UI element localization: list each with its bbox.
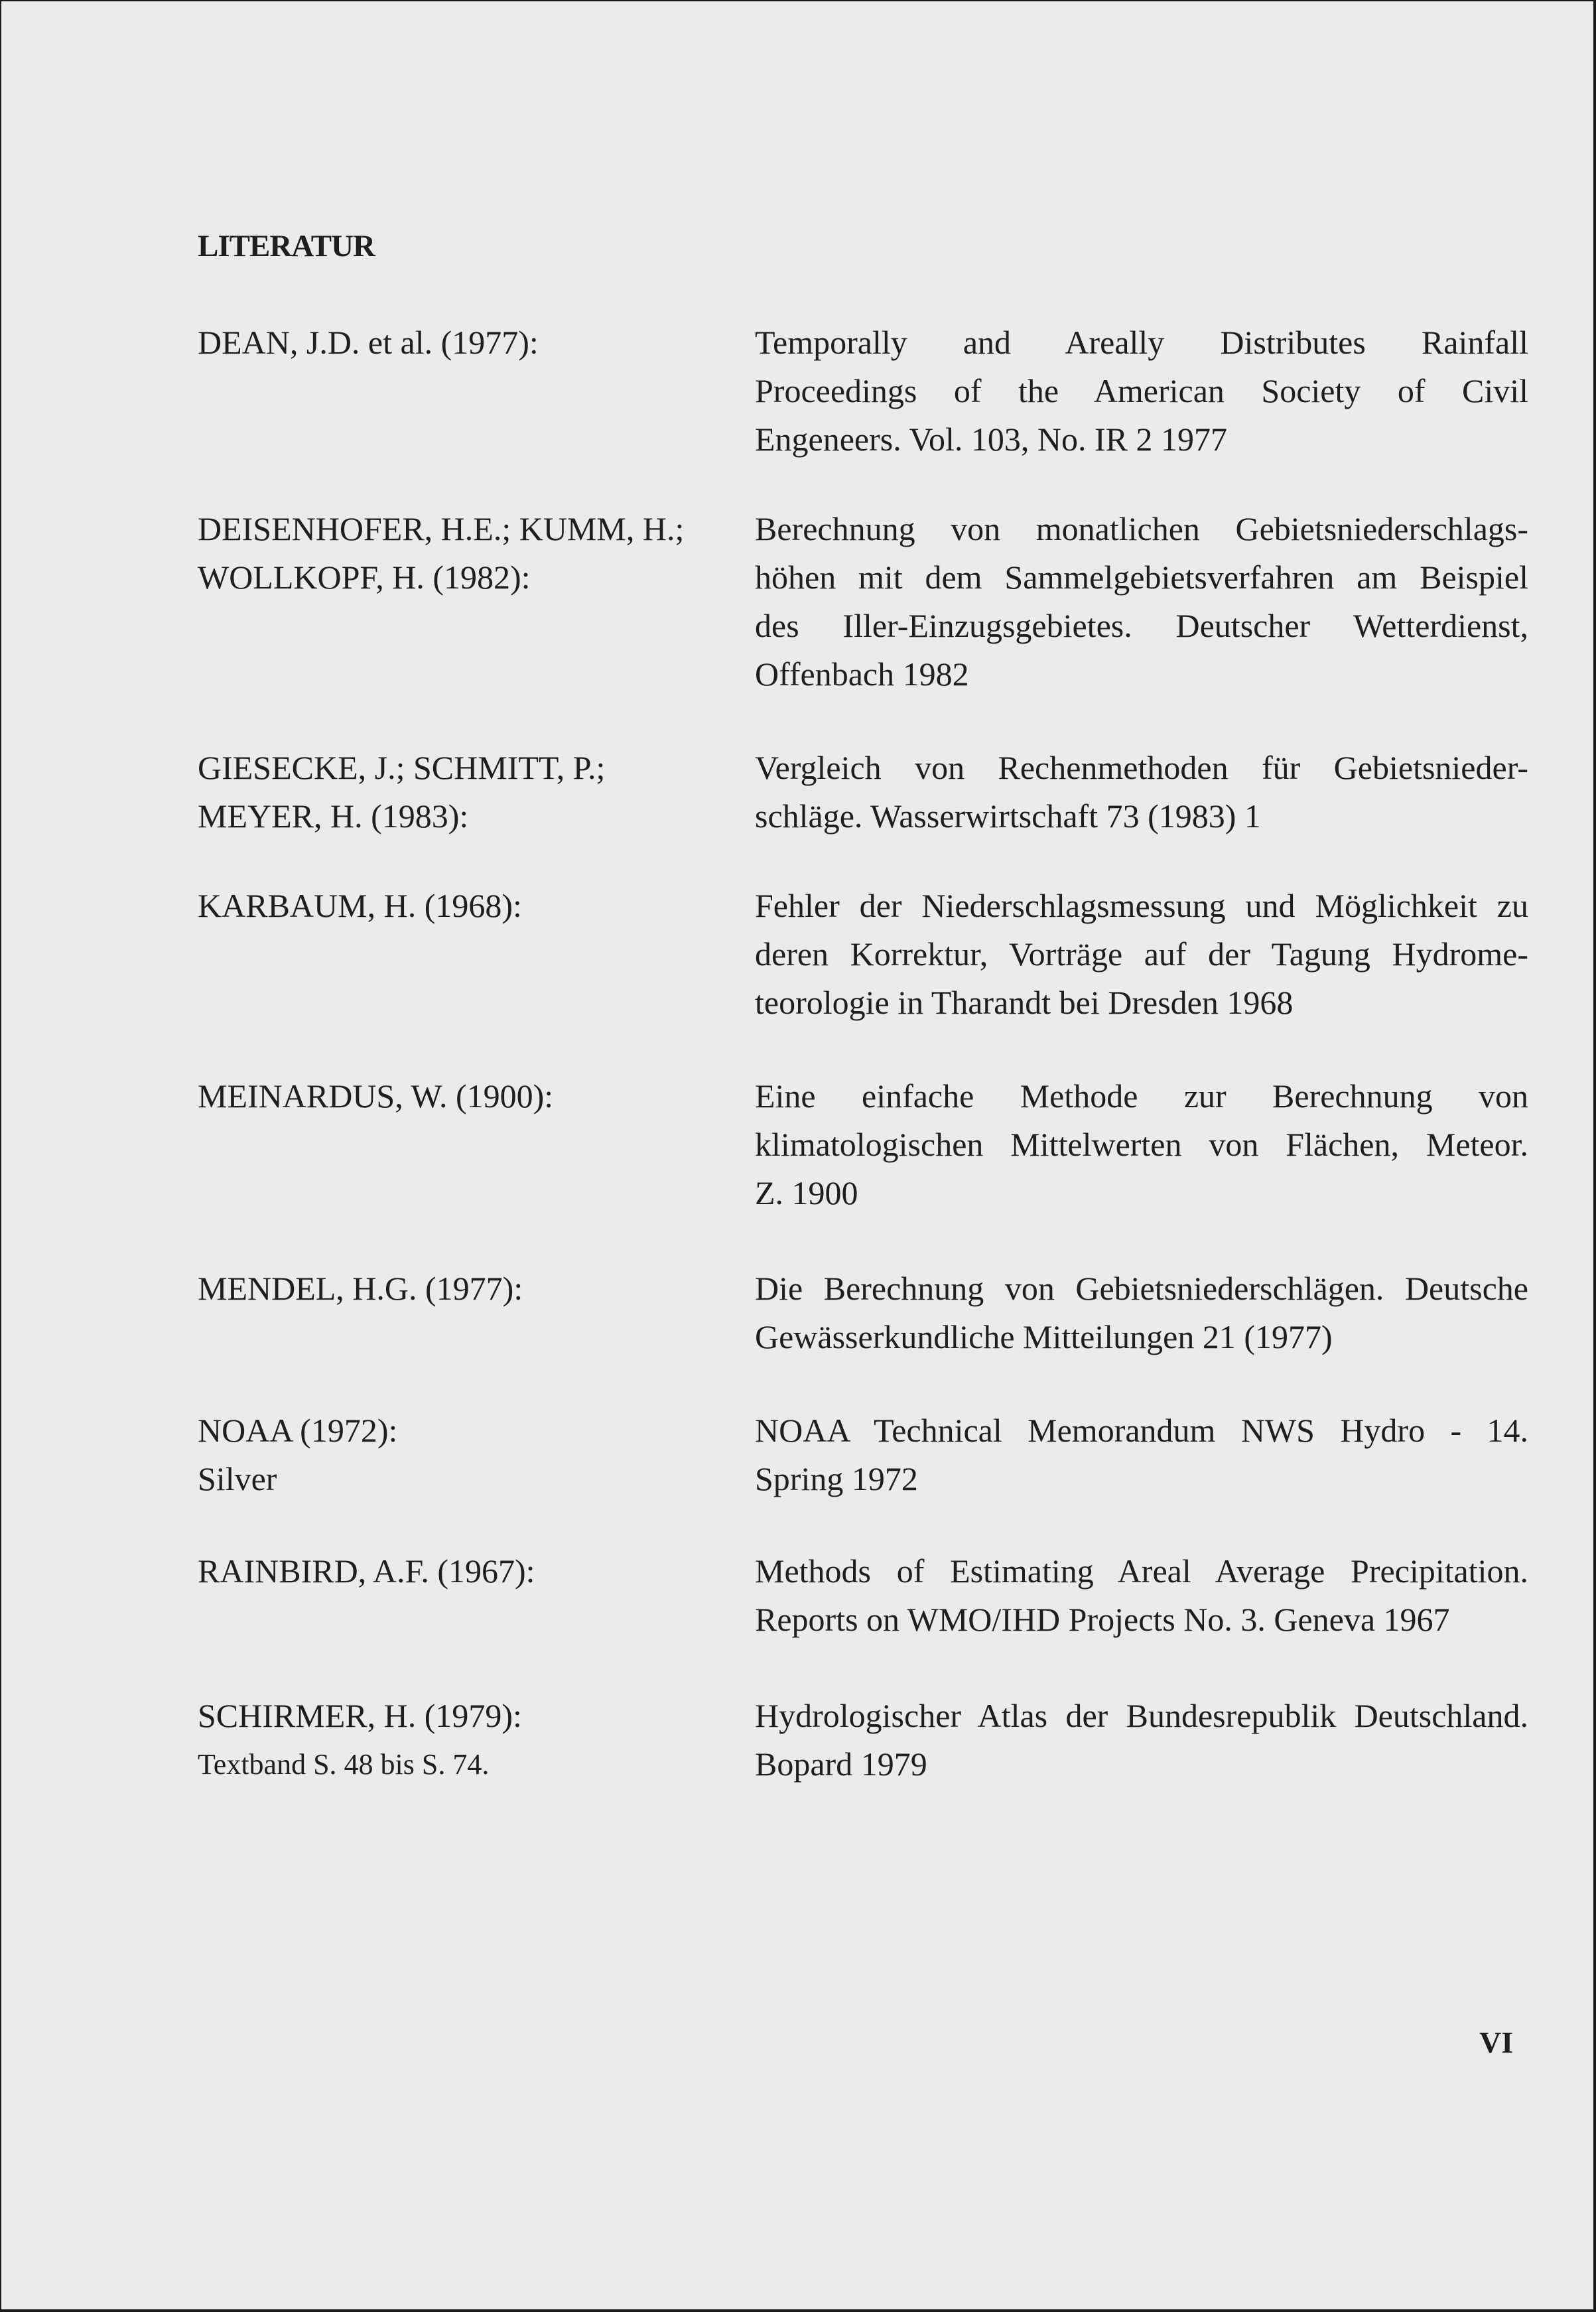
author-line: DEAN, J.D. et al. (1977): — [198, 324, 539, 361]
reference-line: höhen mit dem Sammelgebietsverfahren am Beispiel — [755, 559, 1528, 596]
reference-line: Bopard 1979 — [755, 1745, 927, 1783]
section-heading: LITERATUR — [198, 229, 375, 263]
entry-reference — [755, 1072, 1528, 1217]
reference-line: Proceedings of the American Society of Civil — [755, 372, 1528, 409]
author-line: Silver — [198, 1460, 277, 1497]
reference-line: Spring 1972 — [755, 1460, 918, 1497]
entry-reference — [755, 744, 1528, 841]
reference-line: des Iller-Einzugsgebietes. Deutscher Wetterdienst, — [755, 607, 1528, 644]
page-number: VI — [1479, 2025, 1514, 2059]
reference-line: schläge. Wasserwirtschaft 73 (1983) 1 — [755, 797, 1261, 835]
entry-reference — [755, 1264, 1528, 1361]
author-line: GIESECKE, J.; SCHMITT, P.; — [198, 749, 606, 786]
author-line: MEYER, H. (1983): — [198, 797, 469, 835]
entry-reference — [755, 1406, 1528, 1503]
reference-line: Temporally and Areally Distributes Rainfall — [755, 324, 1528, 361]
entry-reference — [755, 505, 1528, 699]
reference-line: Eine einfache Methode zur Berechnung von — [755, 1077, 1528, 1115]
entry-author — [198, 744, 742, 841]
reference-line: Z. 1900 — [755, 1174, 858, 1211]
author-line: DEISENHOFER, H.E.; KUMM, H.; — [198, 510, 685, 547]
reference-line: teorologie in Tharandt bei Dresden 1968 — [755, 984, 1294, 1021]
entry-author — [198, 505, 742, 602]
reference-line: Engeneers. Vol. 103, No. IR 2 1977 — [755, 421, 1227, 458]
reference-line: Die Berechnung von Gebietsniederschlägen. Deutsche — [755, 1270, 1528, 1307]
reference-line: Methods of Estimating Areal Average Precipitation. — [755, 1552, 1528, 1590]
reference-line: Reports on WMO/IHD Projects No. 3. Geneva 1967 — [755, 1601, 1450, 1638]
entry-reference — [755, 882, 1528, 1027]
author-line: MEINARDUS, W. (1900): — [198, 1077, 554, 1115]
entry-author — [198, 1692, 742, 1789]
reference-line: deren Korrektur, Vorträge auf der Tagung Hydrome- — [755, 935, 1528, 973]
reference-line: Berechnung von monatlichen Gebietsniederschlags- — [755, 510, 1528, 547]
entry-author — [198, 1406, 742, 1503]
entry-reference — [755, 1547, 1528, 1644]
author-line: NOAA (1972): — [198, 1412, 398, 1449]
reference-line: Fehler der Niederschlagsmessung und Möglichkeit zu — [755, 887, 1528, 924]
reference-line: Vergleich von Rechenmethoden für Gebietsnieder- — [755, 749, 1528, 786]
entry-reference — [755, 1692, 1528, 1789]
entry-author — [198, 1264, 742, 1313]
document-page — [1, 1, 1593, 2309]
reference-line: NOAA Technical Memorandum NWS Hydro - 14. — [755, 1412, 1528, 1449]
entry-author — [198, 1547, 742, 1596]
reference-line: Hydrologischer Atlas der Bundesrepublik Deutschland. — [755, 1697, 1528, 1734]
author-line: SCHIRMER, H. (1979): — [198, 1697, 522, 1734]
reference-line: Gewässerkundliche Mitteilungen 21 (1977) — [755, 1318, 1333, 1355]
author-line: MENDEL, H.G. (1977): — [198, 1270, 523, 1307]
entry-reference — [755, 318, 1528, 464]
author-line: WOLLKOPF, H. (1982): — [198, 559, 531, 596]
author-line: Textband S. 48 bis S. 74. — [198, 1748, 490, 1781]
entry-author — [198, 318, 742, 367]
entry-author — [198, 882, 742, 930]
reference-line: klimatologischen Mittelwerten von Flächen, Meteor. — [755, 1126, 1528, 1163]
author-line: KARBAUM, H. (1968): — [198, 887, 522, 924]
reference-line: Offenbach 1982 — [755, 655, 969, 693]
author-line: RAINBIRD, A.F. (1967): — [198, 1552, 535, 1590]
entry-author — [198, 1072, 742, 1121]
